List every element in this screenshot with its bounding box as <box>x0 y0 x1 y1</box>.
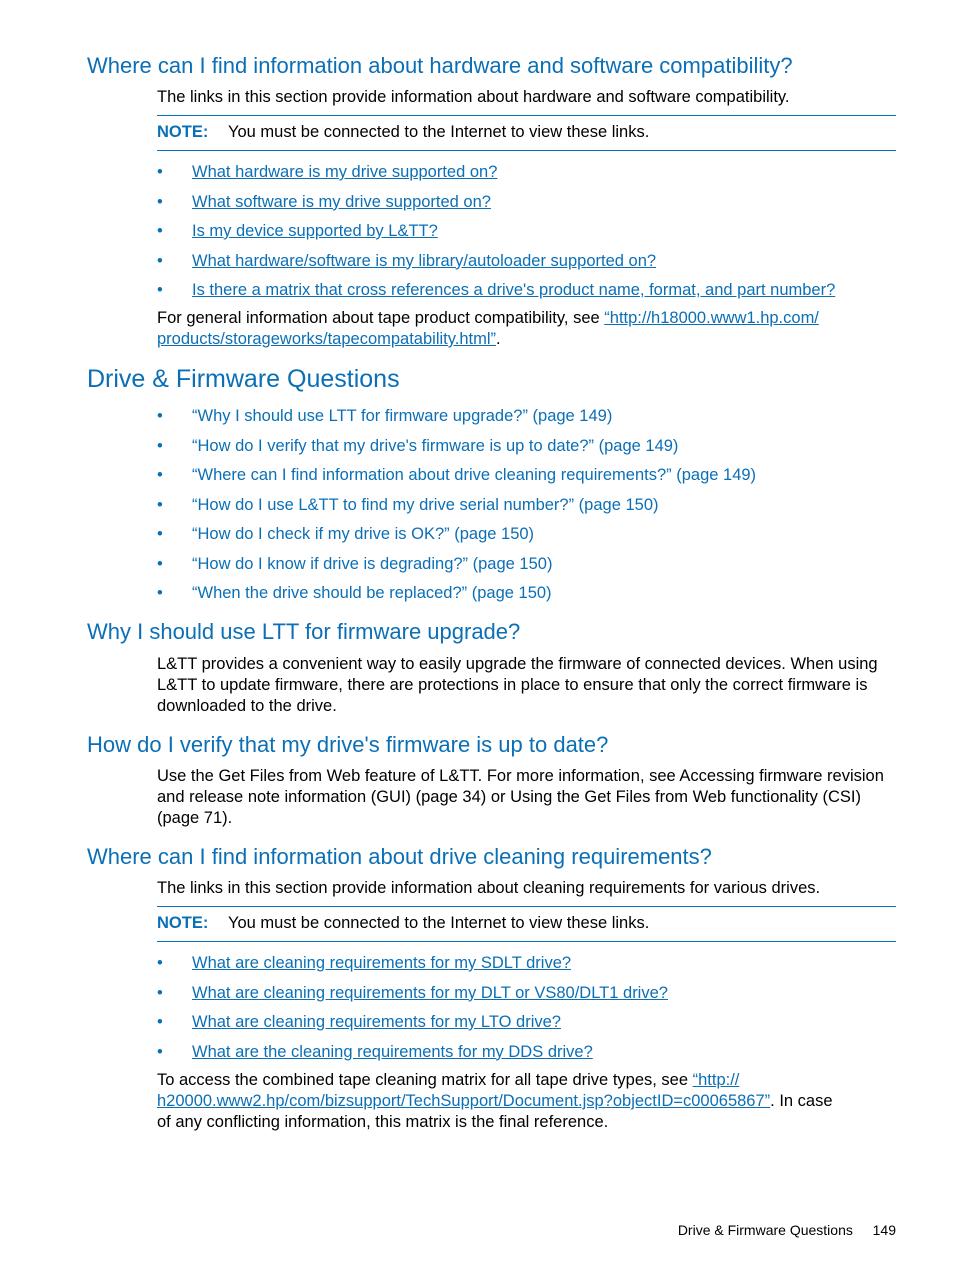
bullet-icon: • <box>157 407 163 425</box>
general-compatibility-paragraph <box>157 308 897 350</box>
bullet-icon: • <box>157 436 163 455</box>
link-cross-reference-matrix[interactable]: Is there a matrix that cross references a drive's product name, format, and part number? <box>192 281 836 299</box>
toc-link[interactable]: “How do I verify that my drive's firmware is up to date?” (page 149) <box>192 436 679 455</box>
section-heading-cleaning: Where can I find information about drive cleaning requirements? <box>87 844 712 869</box>
bullet-icon: • <box>157 525 163 543</box>
link-lto-cleaning[interactable]: What are cleaning requirements for my LTO drive? <box>192 1013 561 1031</box>
cleaning-matrix-paragraph <box>157 1070 897 1133</box>
text-line: downloaded to the drive. <box>157 697 337 715</box>
note-text: You must be connected to the Internet to view these links. <box>228 914 650 932</box>
chapter-heading: Drive & Firmware Questions <box>87 365 400 393</box>
access-text: of any conflicting information, this matrix is the final reference. <box>157 1113 609 1131</box>
link-library-supported[interactable]: What hardware/software is my library/autoloader supported on? <box>192 251 657 270</box>
bullet-icon: • <box>157 954 163 972</box>
section-heading-compatibility: Where can I find information about hardware and software compatibility? <box>87 53 793 78</box>
bullet-icon: • <box>157 192 163 211</box>
ltt-upgrade-paragraph <box>157 654 897 717</box>
cleaning-intro: The links in this section provide information about cleaning requirements for various drives. <box>157 879 821 897</box>
note-box <box>157 115 896 151</box>
note-label: NOTE: <box>157 914 209 932</box>
bullet-icon: • <box>157 281 163 299</box>
link-software-supported[interactable]: What software is my drive supported on? <box>192 192 491 211</box>
bullet-icon: • <box>157 466 163 484</box>
bullet-icon: • <box>157 584 163 602</box>
access-text: To access the combined tape cleaning matrix for all tape drive types, see <box>157 1071 693 1089</box>
bullet-icon: • <box>157 554 163 573</box>
general-period: . <box>496 330 501 348</box>
firmware-up-to-date-paragraph <box>157 766 897 829</box>
link-dlt-cleaning[interactable]: What are cleaning requirements for my DLT or VS80/DLT1 drive? <box>192 983 668 1002</box>
link-device-supported[interactable]: Is my device supported by L&TT? <box>192 222 438 240</box>
section-heading-firmware-up-to-date: How do I verify that my drive's firmware is up to date? <box>87 732 609 757</box>
text-line: L&TT to update firmware, there are protections in place to ensure that only the correct firmware is <box>157 676 868 694</box>
cleaning-matrix-url-link[interactable]: “http:// <box>692 1071 740 1089</box>
toc-link[interactable]: “How do I use L&TT to find my drive serial number?” (page 150) <box>192 495 659 514</box>
bullet-icon: • <box>157 251 163 270</box>
bullet-icon: • <box>157 495 163 514</box>
bullet-icon: • <box>157 222 163 240</box>
compatibility-url-link-cont[interactable]: products/storageworks/tapecompatability.html” <box>157 330 497 348</box>
compatibility-intro: The links in this section provide information about hardware and software compatibility. <box>157 88 790 106</box>
access-text: . In case <box>770 1092 833 1110</box>
toc-link[interactable]: “How do I check if my drive is OK?” (page 150) <box>192 525 535 543</box>
note-text: You must be connected to the Internet to view these links. <box>228 123 650 141</box>
page-footer <box>678 1222 896 1238</box>
toc-link[interactable]: “How do I know if drive is degrading?” (page 150) <box>192 554 553 573</box>
general-text: For general information about tape product compatibility, see <box>157 309 605 327</box>
note-box <box>157 906 896 942</box>
bullet-icon: • <box>157 1013 163 1031</box>
text-line: (page 71). <box>157 809 233 827</box>
text-line: Use the Get Files from Web feature of L&TT. For more information, see Accessing firmware revision <box>157 767 884 785</box>
link-hardware-supported[interactable]: What hardware is my drive supported on? <box>192 163 498 181</box>
link-dds-cleaning[interactable]: What are the cleaning requirements for my DDS drive? <box>192 1042 593 1061</box>
section-heading-ltt-upgrade: Why I should use LTT for firmware upgrade? <box>87 619 521 644</box>
footer-title: Drive & Firmware Questions <box>677 1222 853 1238</box>
toc-link[interactable]: “Where can I find information about drive cleaning requirements?” (page 149) <box>192 466 757 484</box>
cleaning-matrix-url-link-cont[interactable]: h20000.www2.hp/com/bizsupport/TechSupport/Document.jsp?objectID=c00065867” <box>157 1092 771 1110</box>
toc-link[interactable]: “When the drive should be replaced?” (page 150) <box>192 584 552 602</box>
note-label: NOTE: <box>157 123 209 141</box>
text-line: L&TT provides a convenient way to easily upgrade the firmware of connected devices. When using <box>157 655 878 673</box>
bullet-icon: • <box>157 1042 163 1061</box>
toc-link[interactable]: “Why I should use LTT for firmware upgrade?” (page 149) <box>192 407 613 425</box>
text-line: and release note information (GUI) (page 34) or Using the Get Files from Web functionality (CSI) <box>157 788 861 806</box>
bullet-icon: • <box>157 983 163 1002</box>
link-sdlt-cleaning[interactable]: What are cleaning requirements for my SDLT drive? <box>192 954 572 972</box>
compatibility-url-link[interactable]: “http://h18000.www1.hp.com/ <box>604 309 819 327</box>
page-number: 149 <box>872 1222 896 1238</box>
bullet-icon: • <box>157 163 163 181</box>
